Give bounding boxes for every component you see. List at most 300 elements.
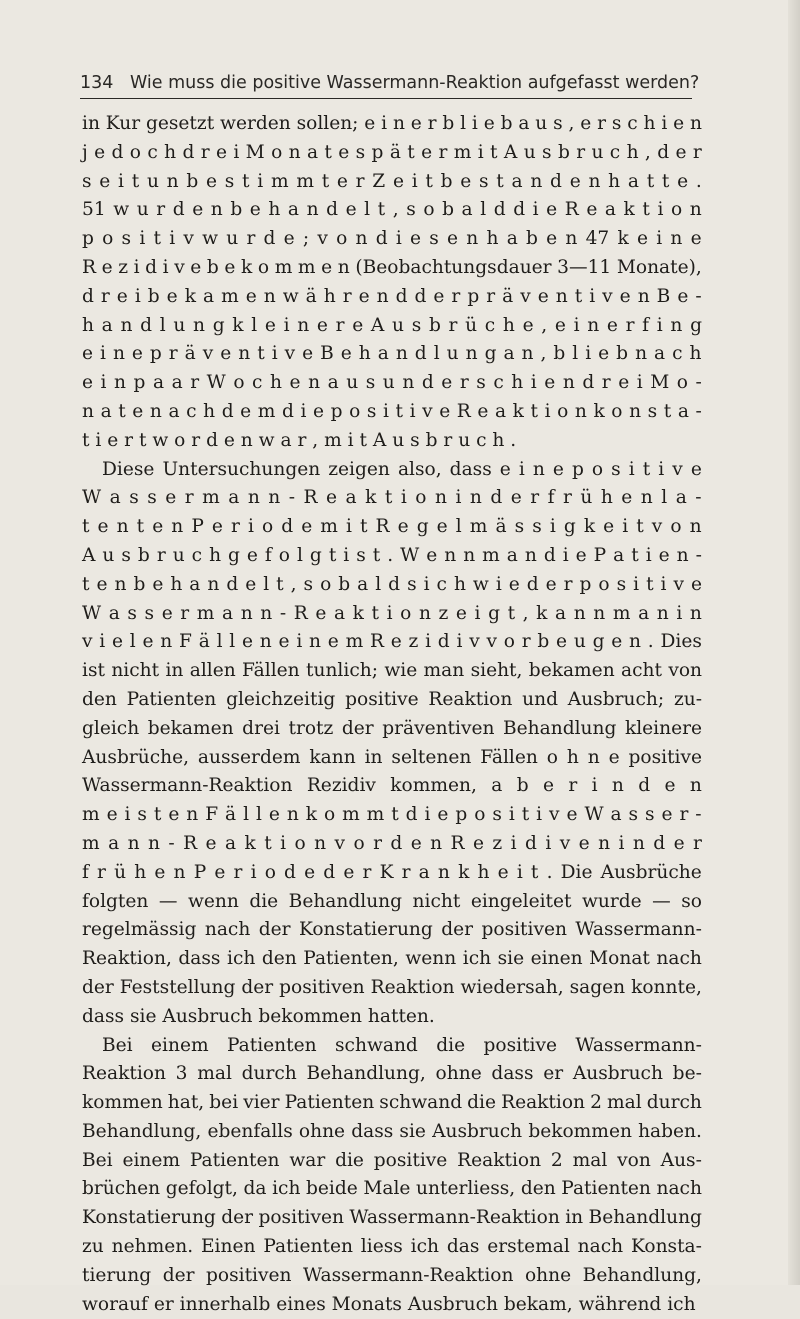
word: s xyxy=(406,199,416,221)
word: also, xyxy=(397,458,442,480)
word: Patienten xyxy=(189,1149,280,1171)
word: W xyxy=(82,602,102,624)
word: i xyxy=(411,170,418,192)
word: einen xyxy=(530,948,583,970)
word: e xyxy=(326,487,338,509)
word: i xyxy=(233,141,240,163)
word: e xyxy=(621,487,633,509)
word: l xyxy=(255,804,262,826)
word: n xyxy=(207,573,220,595)
word: i xyxy=(545,832,552,854)
word: g xyxy=(488,602,500,624)
word: Behandlung, xyxy=(82,1120,202,1142)
word: h xyxy=(164,141,177,163)
word: r xyxy=(342,285,352,307)
word: nehmen. xyxy=(111,1236,194,1258)
word: b xyxy=(537,631,550,653)
word: p xyxy=(149,343,162,365)
word: m xyxy=(482,544,500,566)
word: (Beobachtungsdauer xyxy=(355,256,552,278)
word: , xyxy=(290,573,297,595)
word: f xyxy=(82,861,89,883)
word: e xyxy=(673,113,685,134)
word: Behandlung xyxy=(288,890,403,912)
word: e xyxy=(575,544,587,566)
word: Patienten xyxy=(126,688,217,710)
word: i xyxy=(516,861,523,883)
word: r xyxy=(355,170,365,192)
word: ; xyxy=(302,228,310,250)
word: werden xyxy=(220,113,291,134)
word: s xyxy=(645,804,655,826)
word: 2 xyxy=(590,1092,602,1114)
word: n xyxy=(171,516,184,538)
word: e xyxy=(132,400,144,422)
word: d xyxy=(281,400,294,422)
word: i xyxy=(591,775,598,797)
word: s xyxy=(366,400,377,422)
word: e xyxy=(245,573,257,595)
word: r xyxy=(568,775,578,797)
word: beide xyxy=(306,1178,358,1200)
word: e xyxy=(152,516,164,538)
word: zu xyxy=(82,1236,104,1258)
word: drei xyxy=(242,717,280,739)
word: i xyxy=(247,516,254,538)
word: mal xyxy=(607,1092,642,1114)
word: k xyxy=(232,314,244,336)
word: i xyxy=(100,372,107,394)
word: erstemal xyxy=(487,1236,570,1258)
word: d xyxy=(221,400,234,422)
word: r xyxy=(679,804,689,826)
word: a xyxy=(228,487,240,509)
word: e xyxy=(246,544,258,566)
word: positiven xyxy=(206,1264,292,1286)
word: e xyxy=(301,516,313,538)
word: l xyxy=(455,516,462,538)
word: b xyxy=(526,228,538,250)
word: d xyxy=(326,199,339,221)
word: n xyxy=(437,861,450,883)
word: u xyxy=(173,314,186,336)
text-line xyxy=(82,945,702,974)
word: nach xyxy=(656,1178,702,1200)
word: h xyxy=(511,372,524,394)
word: der xyxy=(221,1207,254,1229)
word: h xyxy=(203,400,216,422)
word: r xyxy=(362,861,372,883)
word: d xyxy=(437,631,450,653)
word: n xyxy=(469,487,482,509)
word: n xyxy=(210,199,223,221)
word: i xyxy=(423,573,430,595)
word: n xyxy=(268,487,281,509)
word: kleinere xyxy=(624,717,702,739)
word: von xyxy=(617,1149,651,1171)
word: i xyxy=(532,199,539,221)
word: l xyxy=(480,199,487,221)
word: n xyxy=(587,314,600,336)
word: e xyxy=(101,256,113,278)
word: t xyxy=(328,544,337,566)
word: d xyxy=(390,832,403,854)
word: i xyxy=(536,804,543,826)
word: i xyxy=(124,804,131,826)
word: n xyxy=(114,573,127,595)
word: h xyxy=(689,343,702,365)
word: - xyxy=(695,372,702,394)
word: f xyxy=(642,314,650,336)
word: s xyxy=(411,314,422,336)
word: u xyxy=(226,228,239,250)
word: t xyxy=(82,573,90,595)
word: n xyxy=(112,343,125,365)
word: s xyxy=(479,170,489,192)
word: i xyxy=(382,400,389,422)
word: n xyxy=(611,775,624,797)
word: e xyxy=(439,400,451,422)
word: e xyxy=(658,544,670,566)
word: k xyxy=(593,400,605,422)
word: r xyxy=(601,372,611,394)
word: t xyxy=(384,487,393,509)
word: r xyxy=(692,141,702,163)
word: n xyxy=(308,372,321,394)
word: e xyxy=(460,170,472,192)
word: Konstatierung xyxy=(298,919,433,941)
word: o xyxy=(264,861,276,883)
word: o xyxy=(676,372,688,394)
word: e xyxy=(82,372,94,394)
word: n xyxy=(555,285,568,307)
word: e xyxy=(224,256,236,278)
word: sie xyxy=(399,1120,426,1142)
word: i xyxy=(585,343,592,365)
word: a xyxy=(610,804,622,826)
text-line xyxy=(82,830,702,859)
word: war xyxy=(289,1149,326,1171)
word: e xyxy=(313,400,325,422)
word: r xyxy=(190,372,200,394)
word: A xyxy=(370,314,385,336)
word: - xyxy=(168,832,175,854)
word: l xyxy=(129,631,136,653)
word: Fällen xyxy=(480,746,538,768)
word: tunlich; xyxy=(306,660,378,682)
word: m xyxy=(82,832,100,854)
word: g xyxy=(484,343,497,365)
word: nach xyxy=(204,919,251,941)
word: i xyxy=(549,516,556,538)
word: hat, xyxy=(167,1092,205,1114)
word: a xyxy=(511,170,523,192)
word: n xyxy=(465,343,478,365)
word: a xyxy=(518,113,530,134)
word: K xyxy=(379,861,394,883)
word: a xyxy=(152,372,165,394)
word: e xyxy=(619,285,631,307)
word: ebenfalls xyxy=(207,1120,293,1142)
word: kann xyxy=(309,746,356,768)
word: P xyxy=(191,516,204,538)
word: W xyxy=(82,487,102,509)
word: e xyxy=(240,400,252,422)
word: e xyxy=(99,170,111,192)
word: die xyxy=(467,1092,497,1114)
word: o xyxy=(233,372,245,394)
word: n xyxy=(392,113,405,134)
word: i xyxy=(510,832,517,854)
word: d xyxy=(421,372,434,394)
word: n xyxy=(260,602,273,624)
word: e xyxy=(675,141,687,163)
word: e xyxy=(142,631,154,653)
word: k xyxy=(184,285,196,307)
word: e xyxy=(673,832,685,854)
word: n xyxy=(116,516,129,538)
word: e xyxy=(211,516,223,538)
word: a xyxy=(461,199,473,221)
word: F xyxy=(205,804,219,826)
word: e xyxy=(336,170,348,192)
word: Die xyxy=(560,861,593,883)
word: o xyxy=(353,832,365,854)
word: n xyxy=(306,199,319,221)
word: r xyxy=(427,113,437,134)
word: d xyxy=(493,199,506,221)
word: t xyxy=(496,170,504,192)
word: e xyxy=(499,458,511,480)
word: s xyxy=(82,170,92,192)
word: Reaktion xyxy=(457,1149,542,1171)
word: l xyxy=(263,573,270,595)
word: k xyxy=(352,602,364,624)
word: i xyxy=(133,256,140,278)
word: e xyxy=(410,832,422,854)
word: n xyxy=(434,487,447,509)
word: i xyxy=(518,458,525,480)
word: o xyxy=(400,602,412,624)
word: positive xyxy=(628,746,702,768)
word: bekamen xyxy=(147,717,234,739)
text-line xyxy=(82,340,702,369)
word: b xyxy=(133,573,146,595)
word: a xyxy=(418,861,430,883)
word: e xyxy=(131,343,143,365)
word: n xyxy=(309,631,322,653)
text-line: t i e r t w o r d e n w a r , m i t A u s b r u c h . xyxy=(82,429,517,451)
word: R xyxy=(375,516,390,538)
word: Bei xyxy=(82,1149,113,1171)
word: , xyxy=(541,314,548,336)
word: n xyxy=(656,602,669,624)
word: u xyxy=(382,372,395,394)
word: u xyxy=(446,343,459,365)
word: a xyxy=(101,314,113,336)
word: k xyxy=(458,861,470,883)
word: kommen, xyxy=(390,775,477,797)
word: a xyxy=(506,228,518,250)
word: M xyxy=(650,372,670,394)
word: e xyxy=(510,487,522,509)
word: z xyxy=(492,832,503,854)
word: ohne xyxy=(435,1063,482,1085)
word: n xyxy=(166,170,179,192)
word: Behandlung, xyxy=(582,1264,702,1286)
word: t xyxy=(82,516,90,538)
word: a xyxy=(109,487,121,509)
word: d xyxy=(226,573,239,595)
word: e xyxy=(152,573,164,595)
word: e xyxy=(264,314,276,336)
word: R xyxy=(369,631,384,653)
word: m xyxy=(320,516,338,538)
word: Einen xyxy=(200,1236,256,1258)
word: z xyxy=(438,602,449,624)
text-line: dass sie Ausbruch bekommen hatten. xyxy=(82,1005,435,1027)
word: d xyxy=(657,141,670,163)
word: b xyxy=(500,113,513,134)
word: e xyxy=(578,832,590,854)
word: e xyxy=(497,861,509,883)
word: der xyxy=(441,919,474,941)
word: g xyxy=(228,544,240,566)
word: positiven xyxy=(481,919,567,941)
word: i xyxy=(456,631,463,653)
word: in xyxy=(565,1207,584,1229)
word: mal xyxy=(197,1063,232,1085)
word: u xyxy=(392,314,405,336)
word: bekommen xyxy=(528,1120,632,1142)
word: l xyxy=(433,343,440,365)
word: M xyxy=(245,141,265,163)
word: f xyxy=(547,487,555,509)
word: v xyxy=(602,285,613,307)
word: o xyxy=(474,804,486,826)
word: n xyxy=(173,861,186,883)
word: a xyxy=(503,343,515,365)
word: m xyxy=(345,631,364,653)
word: d xyxy=(638,775,651,797)
word: i xyxy=(99,631,106,653)
word: R xyxy=(450,832,465,854)
word: mal xyxy=(572,1149,608,1171)
word: d xyxy=(263,228,276,250)
word: r xyxy=(100,285,110,307)
word: Wassermann-Reaktion xyxy=(303,1264,514,1286)
word: m xyxy=(342,804,360,826)
word: e xyxy=(166,285,178,307)
word: s xyxy=(121,544,131,566)
word: - xyxy=(279,602,287,624)
text-line xyxy=(82,657,702,686)
word: i xyxy=(562,544,569,566)
word: v xyxy=(82,631,93,653)
word: k xyxy=(617,228,629,250)
word: s xyxy=(553,113,563,134)
word: o xyxy=(557,400,569,422)
word: nicht xyxy=(412,890,461,912)
word: ä xyxy=(389,141,401,163)
word: c xyxy=(191,544,203,566)
word: i xyxy=(280,832,287,854)
word: b xyxy=(147,285,160,307)
word: o xyxy=(423,199,435,221)
word: n xyxy=(689,775,702,797)
word: i xyxy=(658,458,665,480)
word: e xyxy=(410,113,422,134)
word: e xyxy=(249,199,261,221)
word: d xyxy=(526,573,539,595)
word: i xyxy=(395,228,402,250)
word: i xyxy=(636,372,643,394)
word: nach xyxy=(656,948,702,970)
word: so xyxy=(681,890,702,912)
word: e xyxy=(455,602,467,624)
word: i xyxy=(169,228,176,250)
word: i xyxy=(530,372,537,394)
word: t xyxy=(661,170,670,192)
word: p xyxy=(133,372,146,394)
word: Ausbruch xyxy=(572,1063,663,1085)
word: e xyxy=(433,285,445,307)
word: r xyxy=(401,861,411,883)
word: s xyxy=(647,400,658,422)
word: h xyxy=(566,746,579,768)
word: gesetzt xyxy=(145,113,215,134)
word: zeigen xyxy=(328,458,390,480)
word: t xyxy=(631,544,639,566)
word: r xyxy=(625,314,635,336)
word: r xyxy=(231,516,240,538)
word: dass xyxy=(449,458,492,480)
word: i xyxy=(589,285,596,307)
word: Ausbruch; xyxy=(567,688,665,710)
word: k xyxy=(244,832,256,854)
word: m xyxy=(270,170,289,192)
word: regelmässig xyxy=(82,919,197,941)
word: R xyxy=(183,832,198,854)
word: v xyxy=(183,228,194,250)
word: präventiven xyxy=(382,717,495,739)
word: t xyxy=(574,285,583,307)
word: p xyxy=(371,141,384,163)
word: e xyxy=(437,804,449,826)
word: die xyxy=(335,1149,364,1171)
word: b xyxy=(442,199,454,221)
word: h xyxy=(209,544,222,566)
word: t xyxy=(372,544,381,566)
word: l xyxy=(251,314,258,336)
text-line xyxy=(82,225,702,254)
word: o xyxy=(611,400,623,422)
page-edge-shadow xyxy=(788,0,800,1285)
word: ich xyxy=(410,1236,439,1258)
word: Feststellung xyxy=(119,976,236,998)
word: n xyxy=(444,544,457,566)
word: Patienten xyxy=(561,1178,651,1200)
word: W xyxy=(400,544,420,566)
word: e xyxy=(268,804,280,826)
word: d xyxy=(140,314,153,336)
word: ich xyxy=(272,1178,301,1200)
word: bei xyxy=(209,1092,239,1114)
word: d xyxy=(405,804,418,826)
word: t xyxy=(663,400,672,422)
word: f xyxy=(264,544,272,566)
word: , xyxy=(540,343,547,365)
